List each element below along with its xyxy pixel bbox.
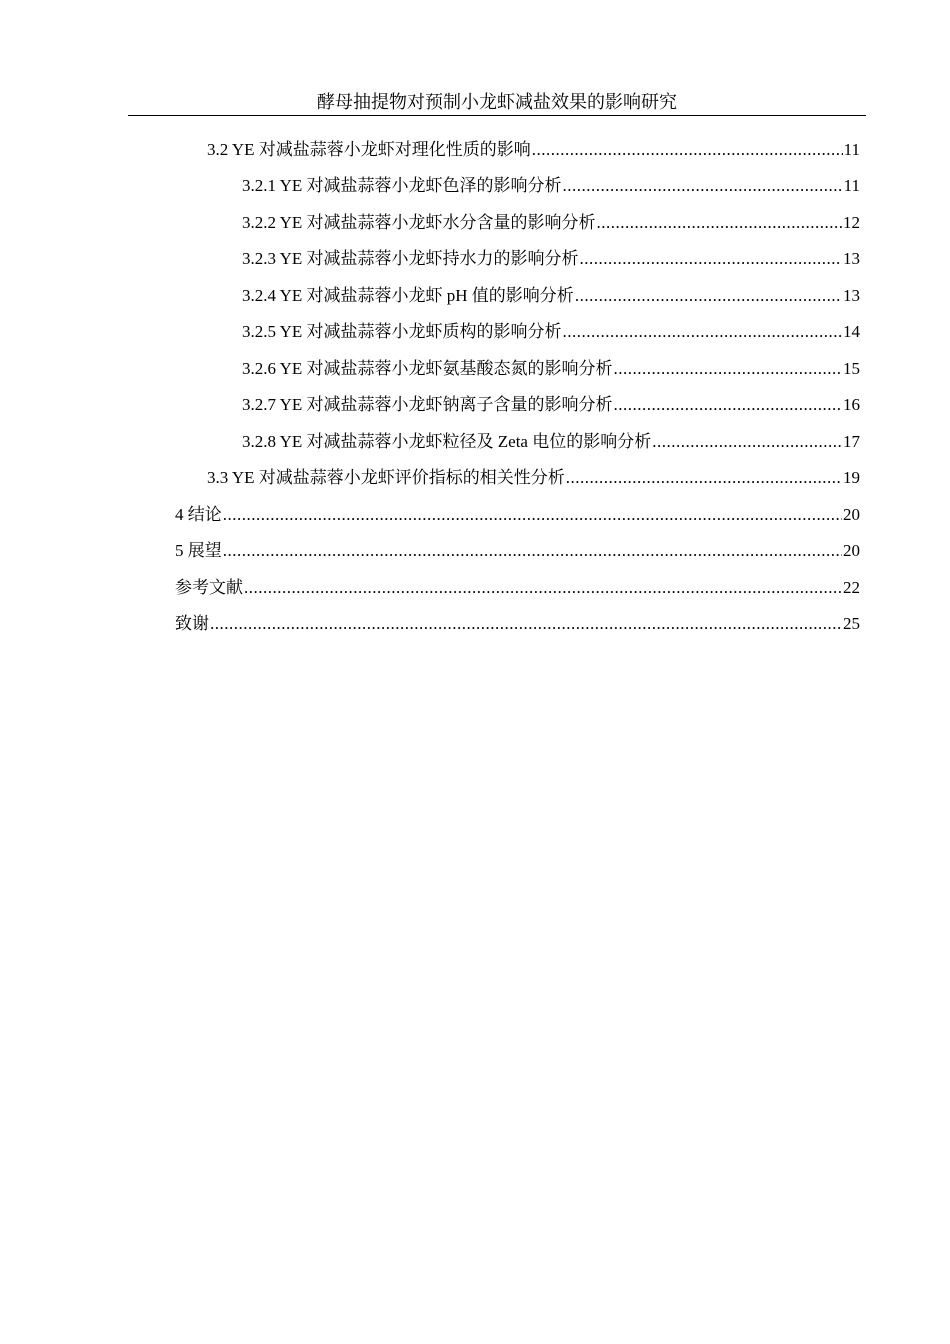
toc-page-number: 15 — [843, 359, 860, 378]
toc-dot-leader — [223, 537, 842, 565]
toc-entry-3-2-2[interactable] — [242, 209, 860, 237]
toc-page-number: 25 — [843, 614, 860, 633]
toc-page-number: 20 — [843, 541, 860, 560]
toc-dot-leader — [532, 136, 843, 164]
toc-page-number: 17 — [843, 432, 860, 451]
toc-entry-3-2-1[interactable] — [242, 172, 860, 200]
toc-page-number: 11 — [843, 140, 860, 159]
toc-entry-label: 3.2.4 YE 对减盐蒜蓉小龙虾 pH 值的影响分析 — [242, 286, 574, 305]
toc-entry-label: 3.2.2 YE 对减盐蒜蓉小龙虾水分含量的影响分析 — [242, 213, 596, 232]
toc-dot-leader — [223, 501, 842, 529]
toc-dot-leader — [563, 172, 843, 200]
toc-page-number: 19 — [843, 468, 860, 487]
toc-dot-leader — [652, 428, 842, 456]
toc-entry-3-2-4[interactable] — [242, 282, 860, 310]
toc-entry-label: 4 结论 — [175, 505, 222, 524]
toc-dot-leader — [244, 574, 842, 602]
toc-dot-leader — [580, 245, 842, 273]
toc-dot-leader — [563, 318, 842, 346]
toc-page-number: 22 — [843, 578, 860, 597]
toc-entry-label: 3.2.6 YE 对减盐蒜蓉小龙虾氨基酸态氮的影响分析 — [242, 359, 613, 378]
toc-page-number: 13 — [843, 286, 860, 305]
toc-entry-label: 3.2.1 YE 对减盐蒜蓉小龙虾色泽的影响分析 — [242, 176, 562, 195]
toc-entry-label: 5 展望 — [175, 541, 222, 560]
toc-entry-3-2[interactable] — [207, 136, 860, 164]
toc-page-number: 14 — [843, 322, 860, 341]
toc-entry-label: 参考文献 — [175, 578, 243, 597]
toc-dot-leader — [566, 464, 842, 492]
toc-entry-references[interactable] — [175, 574, 860, 602]
toc-dot-leader — [614, 355, 842, 383]
toc-entry-label: 致谢 — [175, 614, 209, 633]
toc-page-number: 16 — [843, 395, 860, 414]
toc-entry-3-2-5[interactable] — [242, 318, 860, 346]
toc-entry-label: 3.2.7 YE 对减盐蒜蓉小龙虾钠离子含量的影响分析 — [242, 395, 613, 414]
toc-entry-outlook[interactable] — [175, 537, 860, 565]
toc-page-number: 11 — [843, 176, 860, 195]
toc-entry-3-2-3[interactable] — [242, 245, 860, 273]
toc-page-number: 12 — [843, 213, 860, 232]
toc-entry-3-2-7[interactable] — [242, 391, 860, 419]
toc-entry-3-2-6[interactable] — [242, 355, 860, 383]
toc-dot-leader — [575, 282, 842, 310]
toc-entry-conclusion[interactable] — [175, 501, 860, 529]
toc-entry-label: 3.2.5 YE 对减盐蒜蓉小龙虾质构的影响分析 — [242, 322, 562, 341]
page-header: 酵母抽提物对预制小龙虾减盐效果的影响研究 — [128, 90, 866, 116]
toc-page-number: 13 — [843, 249, 860, 268]
toc-entry-label: 3.3 YE 对减盐蒜蓉小龙虾评价指标的相关性分析 — [207, 468, 565, 487]
toc-dot-leader — [597, 209, 842, 237]
toc-dot-leader — [614, 391, 842, 419]
toc-entry-3-2-8[interactable] — [242, 428, 860, 456]
toc-entry-acknowledgements[interactable] — [175, 610, 860, 638]
toc-entry-label: 3.2.8 YE 对减盐蒜蓉小龙虾粒径及 Zeta 电位的影响分析 — [242, 432, 652, 451]
toc-entry-label: 3.2 YE 对减盐蒜蓉小龙虾对理化性质的影响 — [207, 140, 531, 159]
toc-page-number: 20 — [843, 505, 860, 524]
toc-entry-3-3[interactable] — [207, 464, 860, 492]
toc-dot-leader — [210, 610, 842, 638]
toc-entry-label: 3.2.3 YE 对减盐蒜蓉小龙虾持水力的影响分析 — [242, 249, 579, 268]
